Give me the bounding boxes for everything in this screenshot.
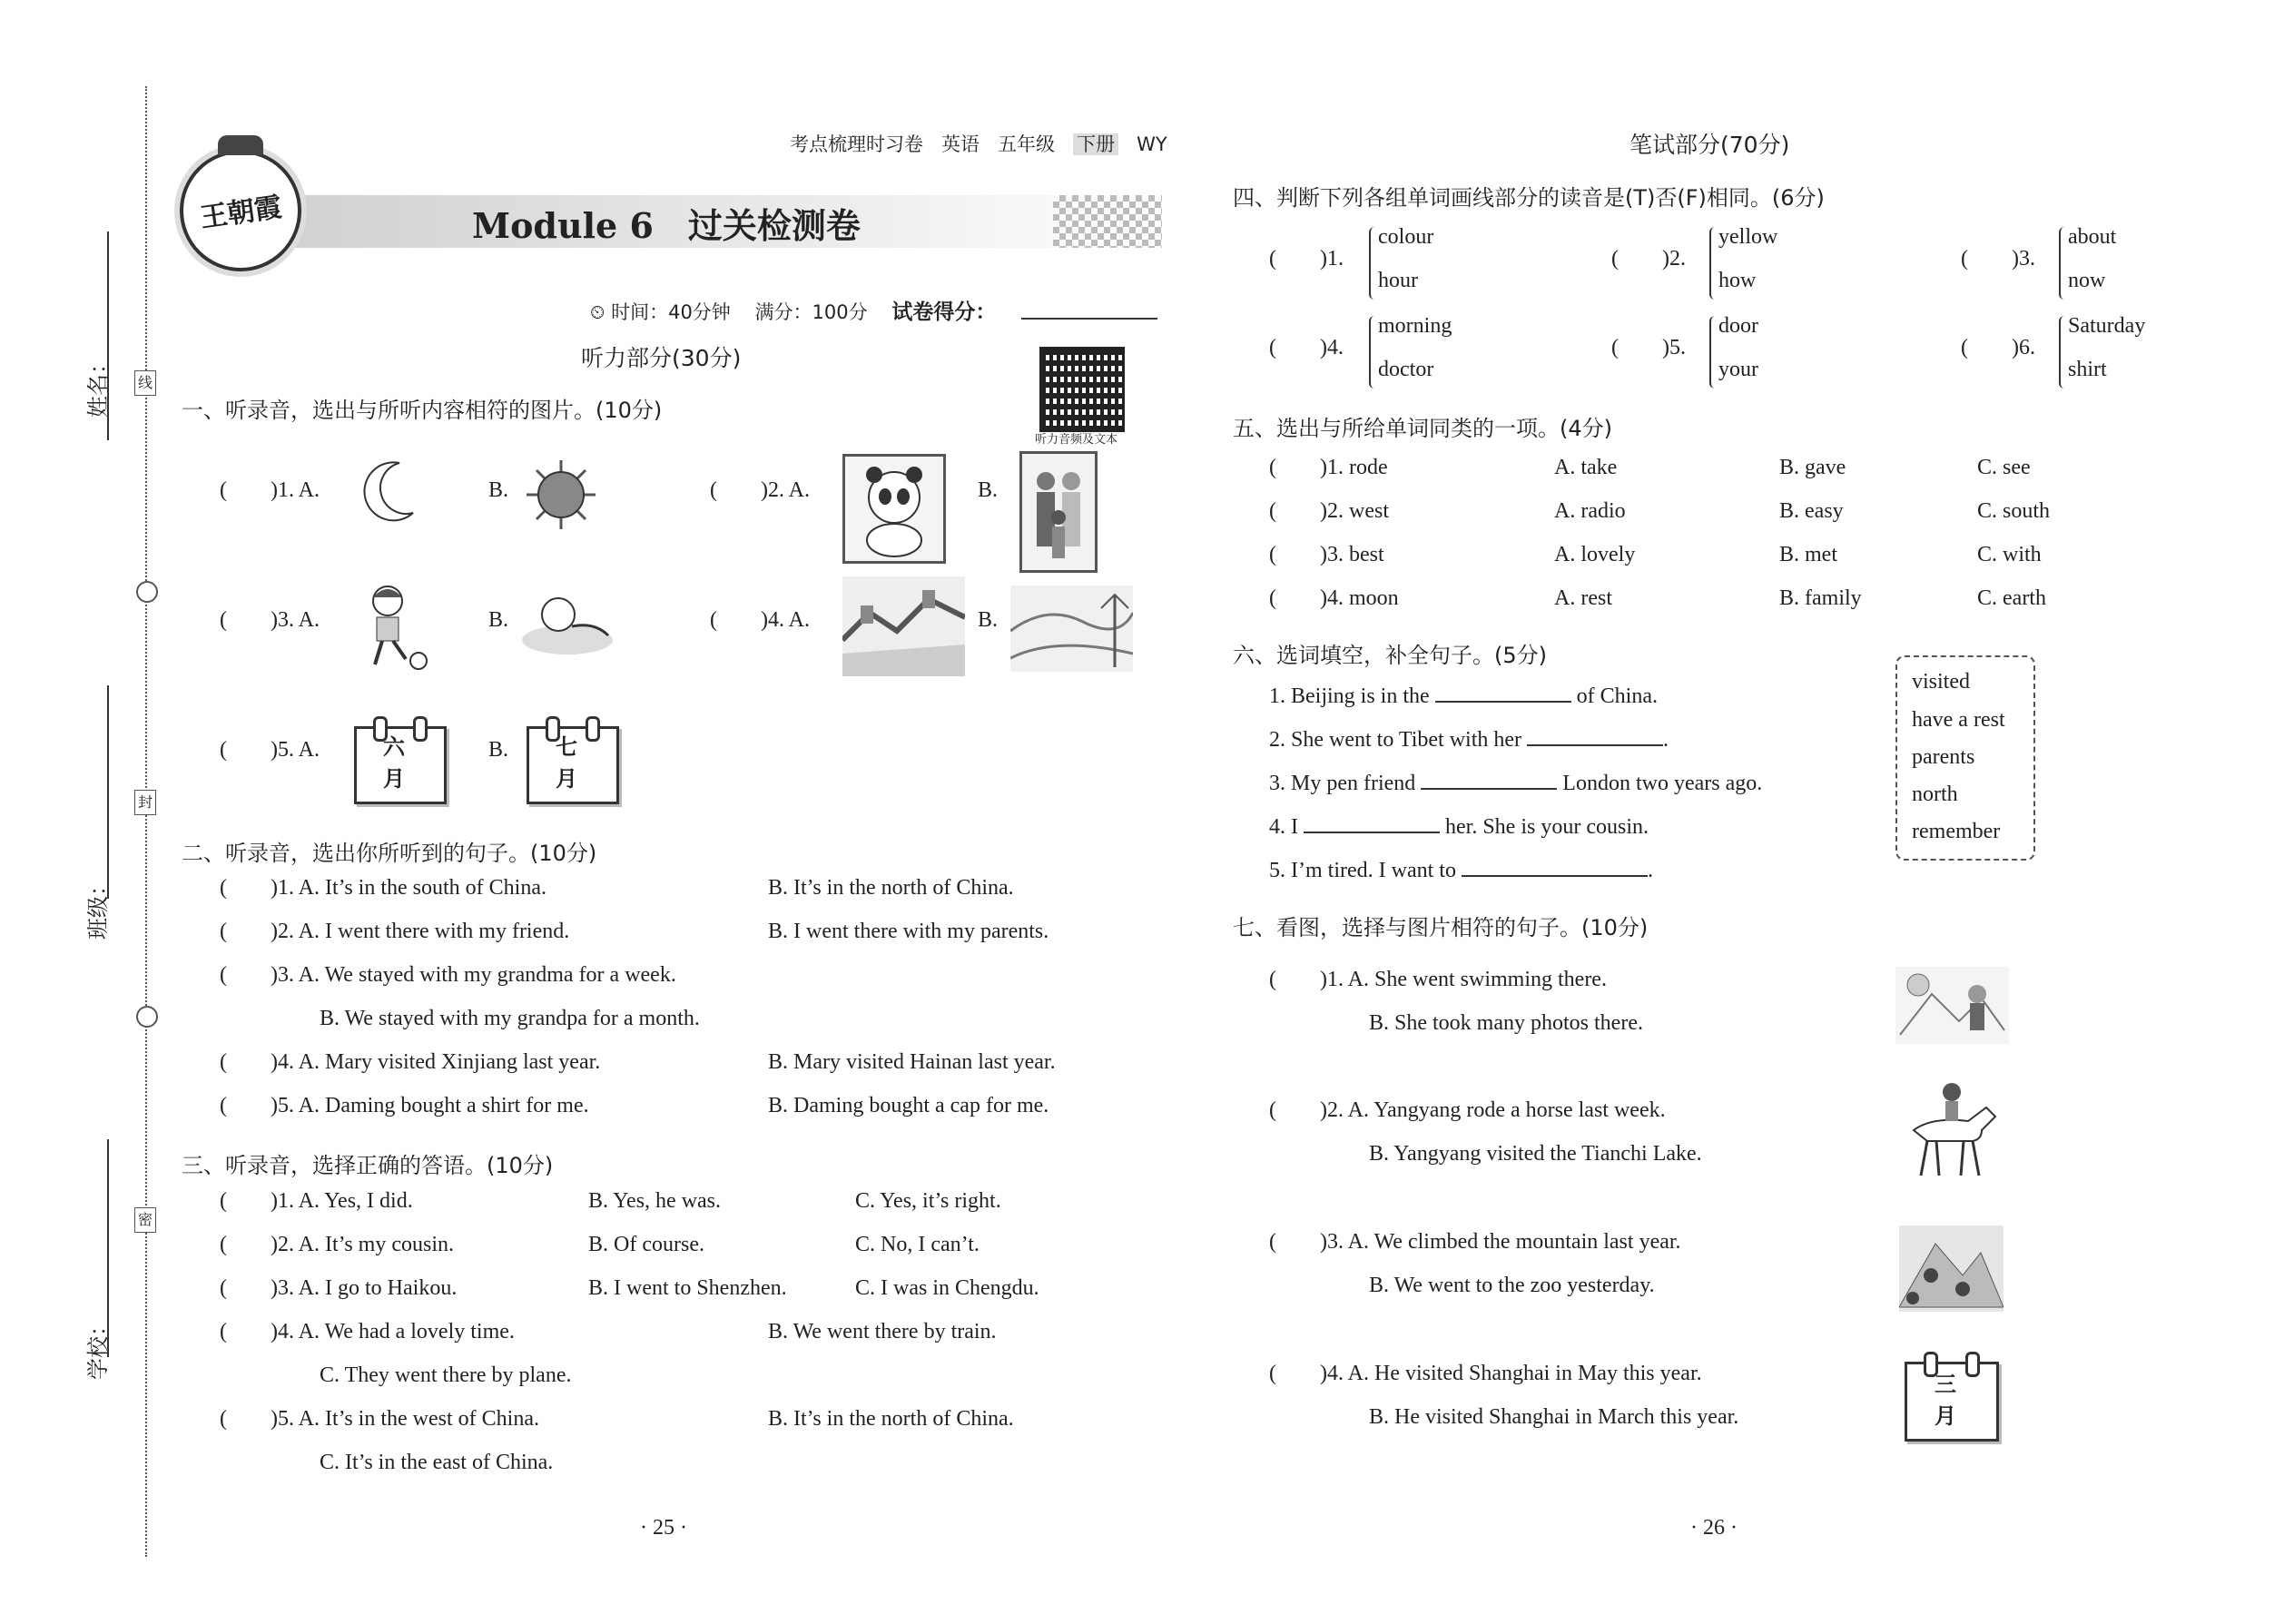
brace xyxy=(1709,316,1718,389)
word-box xyxy=(1895,655,2035,861)
boy-swimming-picture[interactable] xyxy=(517,586,617,658)
s5-item3-c: C. with xyxy=(1977,543,2042,566)
exam-info xyxy=(590,295,996,325)
banner-checker xyxy=(1053,195,1162,248)
s3-item2-b: B. Of course. xyxy=(588,1233,704,1256)
s4-item5-w1: door xyxy=(1718,314,1758,338)
s1-item2-b: B. xyxy=(978,478,999,502)
s7-item3-b: B. We went to the zoo yesterday. xyxy=(1369,1274,1655,1297)
s5-item1-c: C. see xyxy=(1977,456,2031,479)
s1-item5-b: B. xyxy=(488,738,509,762)
s3-item3-a: ( )3. A. I go to Haikou. xyxy=(220,1276,458,1300)
listening-title: 听力部分(30分) xyxy=(581,345,742,371)
s3-item2-c: C. No, I can’t. xyxy=(855,1233,980,1256)
s4-item3: ( )3. xyxy=(1961,247,2035,271)
s4-item4: ( )4. xyxy=(1269,336,1344,359)
s5-item1-a: A. take xyxy=(1554,456,1618,479)
word-box-item: have a rest xyxy=(1912,708,2005,732)
qr-caption: 听力音频及文本 xyxy=(1035,433,1118,447)
river-landscape-picture[interactable] xyxy=(1010,586,1133,672)
s3-item4-c: C. They went there by plane. xyxy=(320,1363,572,1387)
s7-item1-b: B. She took many photos there. xyxy=(1369,1011,1643,1035)
calendar-june[interactable] xyxy=(354,726,452,804)
s5-item3-a: A. lovely xyxy=(1554,543,1636,566)
s6-item2: 2. She went to Tibet with her . xyxy=(1269,724,1669,753)
s5-item2-a: A. radio xyxy=(1554,499,1626,523)
class-line xyxy=(107,685,109,899)
section4-title: 四、判断下列各组单词画线部分的读音是(T)否(F)相同。(6分) xyxy=(1233,185,1825,211)
s5-item4-a: A. rest xyxy=(1554,586,1612,610)
calendar-july-text: 七 月 xyxy=(556,734,625,792)
s7-item2-b: B. Yangyang visited the Tianchi Lake. xyxy=(1369,1142,1702,1166)
calendar-july[interactable] xyxy=(527,726,625,804)
section1-title: 一、听录音，选出与所听内容相符的图片。(10分) xyxy=(182,398,663,423)
brace xyxy=(1369,316,1378,389)
s7-item4-b: B. He visited Shanghai in March this year. xyxy=(1369,1405,1739,1429)
s2-item1-b: B. It’s in the north of China. xyxy=(768,876,1014,900)
line-mark-xian: 线 xyxy=(134,370,156,396)
written-title: 笔试部分(70分) xyxy=(1629,132,1790,158)
s7-item3-a: ( )3. A. We climbed the mountain last year. xyxy=(1269,1230,1681,1254)
sun-icon[interactable] xyxy=(525,458,597,531)
panda-picture[interactable] xyxy=(842,454,946,564)
s1-item4: ( )4. A. xyxy=(710,608,810,632)
s1-item1: ( )1. A. xyxy=(220,478,320,502)
crown-icon xyxy=(218,135,263,155)
brace xyxy=(2059,316,2068,389)
name-label: 姓名： xyxy=(85,352,111,418)
s4-item2-w2: how xyxy=(1718,269,1757,292)
s4-item5-w2: your xyxy=(1718,358,1758,381)
s2-item1-a: ( )1. A. It’s in the south of China. xyxy=(220,876,546,900)
subject-label: 英语 xyxy=(941,133,980,155)
s2-item2-b: B. I went there with my parents. xyxy=(768,920,1049,943)
s1-item3: ( )3. A. xyxy=(220,608,320,632)
time-label: 时间：40分钟 xyxy=(611,301,731,323)
brace xyxy=(2059,227,2068,300)
s6-item1: 1. Beijing is in the of China. xyxy=(1269,681,1658,709)
margin-flower-icon xyxy=(136,581,158,603)
s3-item1-c: C. Yes, it’s right. xyxy=(855,1189,1001,1213)
s3-item5-b: B. It’s in the north of China. xyxy=(768,1407,1014,1431)
score-line[interactable] xyxy=(1021,318,1157,320)
s6-item3: 3. My pen friend London two years ago. xyxy=(1269,768,1762,796)
s4-item5: ( )5. xyxy=(1611,336,1686,359)
section5-title: 五、选出与所给单词同类的一项。(4分) xyxy=(1233,416,1612,441)
s6-item4: 4. I her. She is your cousin. xyxy=(1269,812,1649,840)
s2-item5-a: ( )5. A. Daming bought a shirt for me. xyxy=(220,1094,589,1117)
line-mark-mi: 密 xyxy=(134,1207,156,1233)
brace xyxy=(1369,227,1378,300)
word-box-item: parents xyxy=(1912,745,1975,769)
clock-icon: ⏲ xyxy=(590,301,605,323)
s4-item1: ( )1. xyxy=(1269,247,1344,271)
s3-item5-c: C. It’s in the east of China. xyxy=(320,1451,554,1474)
school-line xyxy=(107,1139,109,1357)
s3-item5-a: ( )5. A. It’s in the west of China. xyxy=(220,1407,539,1431)
s1-item5: ( )5. A. xyxy=(220,738,320,762)
s4-item1-w2: hour xyxy=(1378,269,1418,292)
s3-item1-b: B. Yes, he was. xyxy=(588,1189,722,1213)
s4-item2: ( )2. xyxy=(1611,247,1686,271)
s4-item6-w2: shirt xyxy=(2068,358,2107,381)
s2-item3-a: ( )3. A. We stayed with my grandma for a week. xyxy=(220,963,676,987)
s3-item3-b: B. I went to Shenzhen. xyxy=(588,1276,787,1300)
word-box-item: remember xyxy=(1912,820,2001,843)
s5-item1-b: B. gave xyxy=(1779,456,1846,479)
series-label: 考点梳理时习卷 xyxy=(790,133,923,155)
calendar-june-text: 六 月 xyxy=(383,734,452,792)
margin-flower-icon xyxy=(136,1006,158,1028)
s1-item3-b: B. xyxy=(488,608,509,632)
s4-item3-w1: about xyxy=(2068,225,2117,249)
answer-blank[interactable] xyxy=(1462,855,1648,877)
s4-item2-w1: yellow xyxy=(1718,225,1778,249)
s2-item5-b: B. Daming bought a cap for me. xyxy=(768,1094,1049,1117)
s2-item4-b: B. Mary visited Hainan last year. xyxy=(768,1050,1056,1074)
full-score-label: 满分：100分 xyxy=(754,301,868,323)
s5-item1-word: ( )1. rode xyxy=(1269,456,1388,479)
name-line xyxy=(107,231,109,440)
s6-item5: 5. I’m tired. I want to . xyxy=(1269,855,1653,883)
s1-item2: ( )2. A. xyxy=(710,478,810,502)
s3-item1-a: ( )1. A. Yes, I did. xyxy=(220,1189,413,1213)
class-label: 班级： xyxy=(85,874,111,940)
qr-code[interactable] xyxy=(1039,347,1125,432)
school-label: 学校： xyxy=(85,1314,111,1380)
page-title: Module 6 过关检测卷 xyxy=(472,205,861,246)
section3-title: 三、听录音，选择正确的答语。(10分) xyxy=(182,1153,554,1178)
line-mark-feng: 封 xyxy=(134,790,156,815)
section2-title: 二、听录音，选出你所听到的句子。(10分) xyxy=(182,841,597,866)
s2-item2-a: ( )2. A. I went there with my friend. xyxy=(220,920,570,943)
photo-taking-picture[interactable] xyxy=(1895,967,2009,1044)
s4-item3-w2: now xyxy=(2068,269,2106,292)
word-box-item: visited xyxy=(1912,670,1970,694)
edition-label: WY xyxy=(1137,133,1167,155)
brace xyxy=(1709,227,1718,300)
s7-item1-a: ( )1. A. She went swimming there. xyxy=(1269,968,1607,991)
s3-item2-a: ( )2. A. It’s my cousin. xyxy=(220,1233,454,1256)
s2-item3-b: B. We stayed with my grandpa for a month. xyxy=(320,1007,700,1030)
family-picture[interactable] xyxy=(1019,451,1098,573)
s5-item2-word: ( )2. west xyxy=(1269,499,1389,523)
great-wall-picture[interactable] xyxy=(842,576,965,676)
horse-riding-picture[interactable] xyxy=(1895,1076,2004,1180)
s1-item1-b: B. xyxy=(488,478,509,502)
s4-item1-w1: colour xyxy=(1378,225,1434,249)
moon-icon[interactable] xyxy=(359,458,422,522)
s5-item4-word: ( )4. moon xyxy=(1269,586,1399,610)
grade-label: 五年级 xyxy=(998,133,1056,155)
s4-item6: ( )6. xyxy=(1961,336,2035,359)
answer-blank[interactable] xyxy=(1527,724,1663,746)
answer-blank[interactable] xyxy=(1304,812,1440,833)
s1-item4-b: B. xyxy=(978,608,999,632)
s5-item4-c: C. earth xyxy=(1977,586,2046,610)
s3-item4-b: B. We went there by train. xyxy=(768,1320,997,1343)
page-number-left: · 25 · xyxy=(640,1516,687,1540)
score-label: 试卷得分： xyxy=(891,300,997,324)
answer-blank[interactable] xyxy=(1421,768,1557,790)
calendar-march[interactable] xyxy=(1905,1362,2004,1442)
calendar-march-text: 三 月 xyxy=(1935,1372,2004,1429)
s3-item4-a: ( )4. A. We had a lovely time. xyxy=(220,1320,515,1343)
header-meta xyxy=(790,130,1167,157)
section7-title: 七、看图，选择与图片相符的句子。(10分) xyxy=(1233,915,1649,940)
brand-logo xyxy=(180,150,301,271)
s5-item2-c: C. south xyxy=(1977,499,2051,523)
boy-football-picture[interactable] xyxy=(350,581,431,672)
s5-item2-b: B. easy xyxy=(1779,499,1844,523)
s5-item3-b: B. met xyxy=(1779,543,1837,566)
s7-item4-a: ( )4. A. He visited Shanghai in May this year. xyxy=(1269,1362,1702,1385)
s5-item3-word: ( )3. best xyxy=(1269,543,1384,566)
s7-item2-a: ( )2. A. Yangyang rode a horse last week. xyxy=(1269,1098,1666,1122)
page-number-right: · 26 · xyxy=(1690,1516,1738,1540)
s2-item4-a: ( )4. A. Mary visited Xinjiang last year. xyxy=(220,1050,601,1074)
s4-item4-w1: morning xyxy=(1378,314,1452,338)
section6-title: 六、选词填空，补全句子。(5分) xyxy=(1233,643,1547,668)
answer-blank[interactable] xyxy=(1435,681,1571,703)
s4-item6-w1: Saturday xyxy=(2068,314,2146,338)
s4-item4-w2: doctor xyxy=(1378,358,1434,381)
term-label: 下册 xyxy=(1073,133,1118,155)
mountain-climbing-picture[interactable] xyxy=(1899,1225,2004,1312)
brand-name: 王朝霞 xyxy=(198,191,284,235)
binding-dotted-line xyxy=(145,86,147,1557)
word-box-item: north xyxy=(1912,782,1958,806)
s3-item3-c: C. I was in Chengdu. xyxy=(855,1276,1039,1300)
s5-item4-b: B. family xyxy=(1779,586,1862,610)
